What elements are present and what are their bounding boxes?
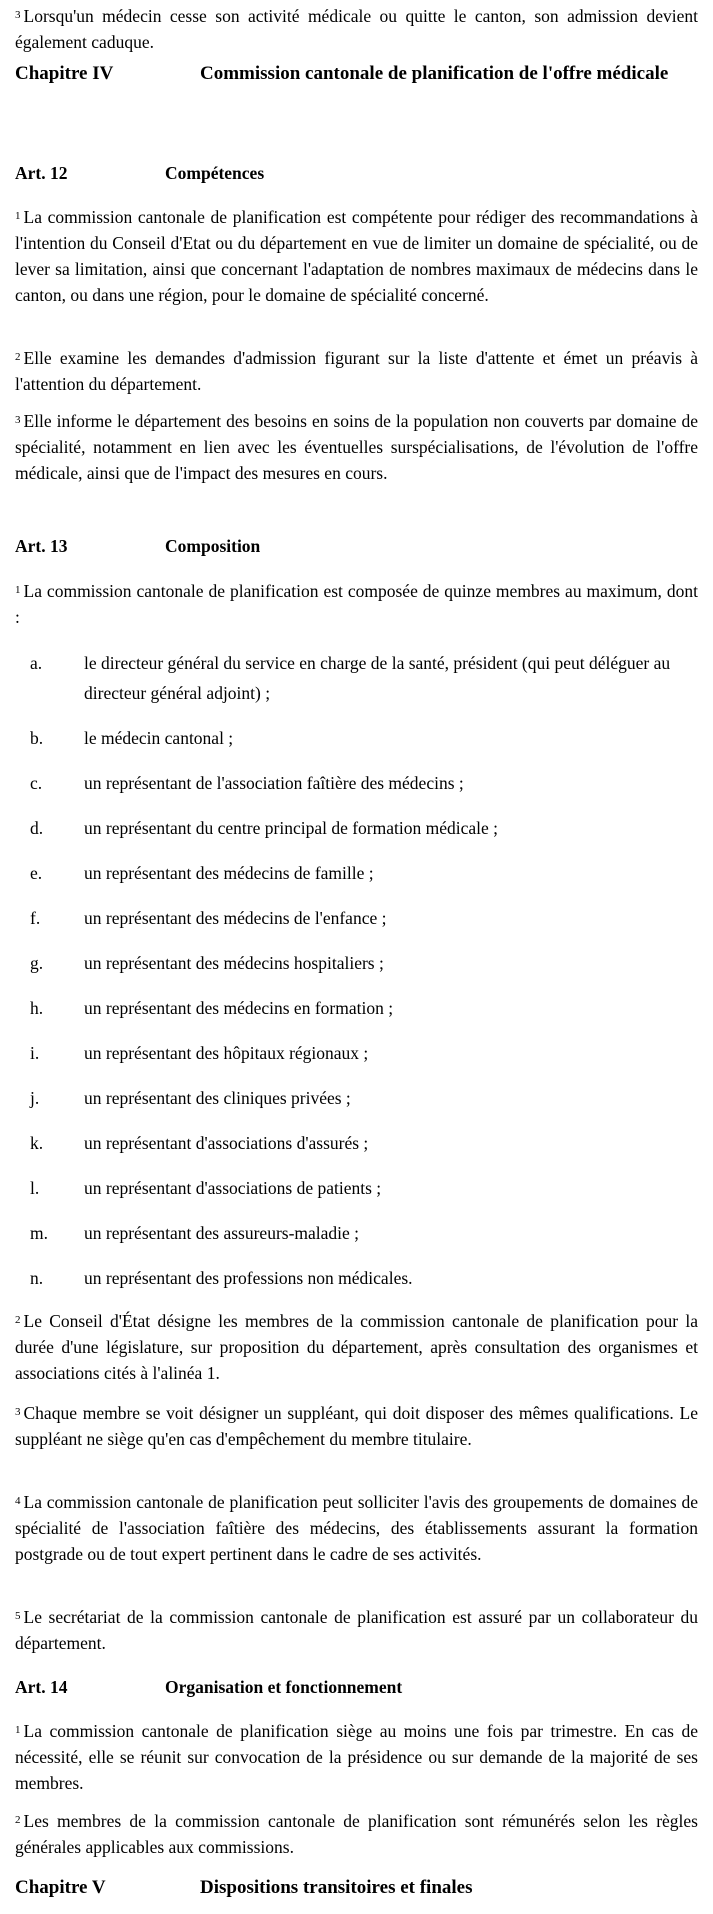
list-text: un représentant des médecins en formation ; [84, 998, 394, 1018]
list-item [15, 723, 698, 753]
list-item [15, 1038, 698, 1068]
article-number: Art. 13 [15, 536, 68, 556]
paragraph-number: 2 [15, 351, 21, 363]
list-text: un représentant des assureurs-maladie ; [84, 1223, 360, 1243]
list-letter: c. [30, 773, 43, 793]
article-paragraph [15, 204, 698, 308]
members-list [15, 648, 698, 1293]
article-heading [15, 1674, 698, 1700]
paragraph-text: Elle examine les demandes d'admission figurant sur la liste d'attente et émet un préavis à l'attention du département. [15, 348, 698, 394]
intro-paragraph [15, 3, 698, 55]
list-text: un représentant des médecins de famille ; [84, 863, 374, 883]
list-text: le directeur général du service en charge de la santé, président (qui peut déléguer au directeur général adjoint) ; [84, 653, 671, 703]
chapter-heading [15, 59, 698, 88]
article-paragraph [15, 1604, 698, 1656]
paragraph-text: La commission cantonale de planification siège au moins une fois par trimestre. En cas de nécessité, elle se réunit sur convocation de la présidence ou sur demande de la majorité de ses membres. [15, 1721, 698, 1793]
list-text: un représentant du centre principal de formation médicale ; [84, 818, 498, 838]
article-paragraph [15, 345, 698, 397]
article-number: Art. 14 [15, 1677, 68, 1697]
article-paragraph [15, 1400, 698, 1452]
list-item [15, 1128, 698, 1158]
chapter-heading [15, 1873, 698, 1902]
list-text: un représentant des professions non médicales. [84, 1268, 413, 1288]
paragraph-number: 1 [15, 584, 21, 596]
list-item [15, 1263, 698, 1293]
list-letter: f. [30, 908, 41, 928]
list-letter: g. [30, 953, 44, 973]
paragraph-number: 1 [15, 1724, 21, 1736]
paragraph-text: La commission cantonale de planification est composée de quinze membres au maximum, dont : [15, 581, 698, 627]
paragraph-text: La commission cantonale de planification est compétente pour rédiger des recommandations à l'intention du Conseil d'Etat ou du département en vue de limiter un domaine de spécialité, ou de lever sa limitation, ainsi que concernant l'adaptation de nombres maximaux de médecins dans le canton, ou dans une région, pour le domaine de spécialité concerné. [15, 207, 698, 305]
list-letter: b. [30, 728, 44, 748]
chapter-title: Dispositions transitoires et finales [200, 1877, 473, 1898]
paragraph-text: Le secrétariat de la commission cantonale de planification est assuré par un collaborateur du département. [15, 1607, 698, 1653]
list-letter: a. [30, 653, 43, 673]
article-heading [15, 160, 698, 186]
article-heading [15, 533, 698, 559]
article-title: Composition [165, 536, 261, 556]
article-title: Organisation et fonctionnement [165, 1677, 403, 1697]
list-text: un représentant de l'association faîtière des médecins ; [84, 773, 464, 793]
paragraph-number: 3 [15, 9, 21, 21]
list-letter: e. [30, 863, 43, 883]
chapter-number: Chapitre V [15, 1877, 106, 1898]
list-text: un représentant d'associations de patients ; [84, 1178, 382, 1198]
list-item [15, 1173, 698, 1203]
article-paragraph [15, 578, 698, 630]
article-number: Art. 12 [15, 163, 68, 183]
article-paragraph [15, 1808, 698, 1860]
paragraph-number: 1 [15, 210, 21, 222]
list-text: un représentant des cliniques privées ; [84, 1088, 351, 1108]
paragraph-number: 2 [15, 1814, 21, 1826]
list-item [15, 858, 698, 888]
article-paragraph [15, 1718, 698, 1796]
list-text: un représentant des hôpitaux régionaux ; [84, 1043, 369, 1063]
chapter-number: Chapitre IV [15, 63, 114, 84]
list-item [15, 1083, 698, 1113]
article-paragraph [15, 1489, 698, 1567]
paragraph-number: 2 [15, 1314, 21, 1326]
list-item [15, 903, 698, 933]
list-text: le médecin cantonal ; [84, 728, 234, 748]
list-text: un représentant d'associations d'assurés ; [84, 1133, 369, 1153]
list-letter: k. [30, 1133, 44, 1153]
list-letter: l. [30, 1178, 40, 1198]
paragraph-text: Lorsqu'un médecin cesse son activité médicale ou quitte le canton, son admission devient également caduque. [15, 6, 698, 52]
paragraph-number: 3 [15, 1406, 21, 1418]
article-paragraph [15, 408, 698, 486]
list-item [15, 648, 698, 708]
article-title: Compétences [165, 163, 265, 183]
list-letter: d. [30, 818, 44, 838]
paragraph-number: 3 [15, 414, 21, 426]
article-paragraph [15, 1308, 698, 1386]
chapter-title: Commission cantonale de planification de l'offre médicale [200, 63, 669, 84]
list-text: un représentant des médecins de l'enfance ; [84, 908, 387, 928]
list-item [15, 813, 698, 843]
paragraph-number: 5 [15, 1610, 21, 1622]
list-item [15, 768, 698, 798]
paragraph-text: Elle informe le département des besoins en soins de la population non couverts par domaine de spécialité, notamment en lien avec les éventuelles surspécialisations, de l'évolution de l'offre médicale, ainsi que de l'impact des mesures en cours. [15, 411, 698, 483]
paragraph-number: 4 [15, 1495, 21, 1507]
list-item [15, 1218, 698, 1248]
paragraph-text: Chaque membre se voit désigner un suppléant, qui doit disposer des mêmes qualifications. Le suppléant ne siège qu'en cas d'empêchement du membre titulaire. [15, 1403, 698, 1449]
list-letter: h. [30, 998, 44, 1018]
paragraph-text: Les membres de la commission cantonale de planification sont rémunérés selon les règles générales applicables aux commissions. [15, 1811, 698, 1857]
list-letter: m. [30, 1223, 48, 1243]
list-letter: n. [30, 1268, 44, 1288]
paragraph-text: Le Conseil d'État désigne les membres de la commission cantonale de planification pour la durée d'une législature, sur proposition du département, après consultation des organismes et associations cités à l'alinéa 1. [15, 1311, 698, 1383]
list-item [15, 948, 698, 978]
list-letter: j. [30, 1088, 40, 1108]
list-text: un représentant des médecins hospitaliers ; [84, 953, 384, 973]
list-item [15, 993, 698, 1023]
paragraph-text: La commission cantonale de planification peut solliciter l'avis des groupements de domaines de spécialité de l'association faîtière des médecins, des établissements assurant la formation postgrade ou de tout expert pertinent dans le cadre de ses activités. [15, 1492, 698, 1564]
list-letter: i. [30, 1043, 40, 1063]
